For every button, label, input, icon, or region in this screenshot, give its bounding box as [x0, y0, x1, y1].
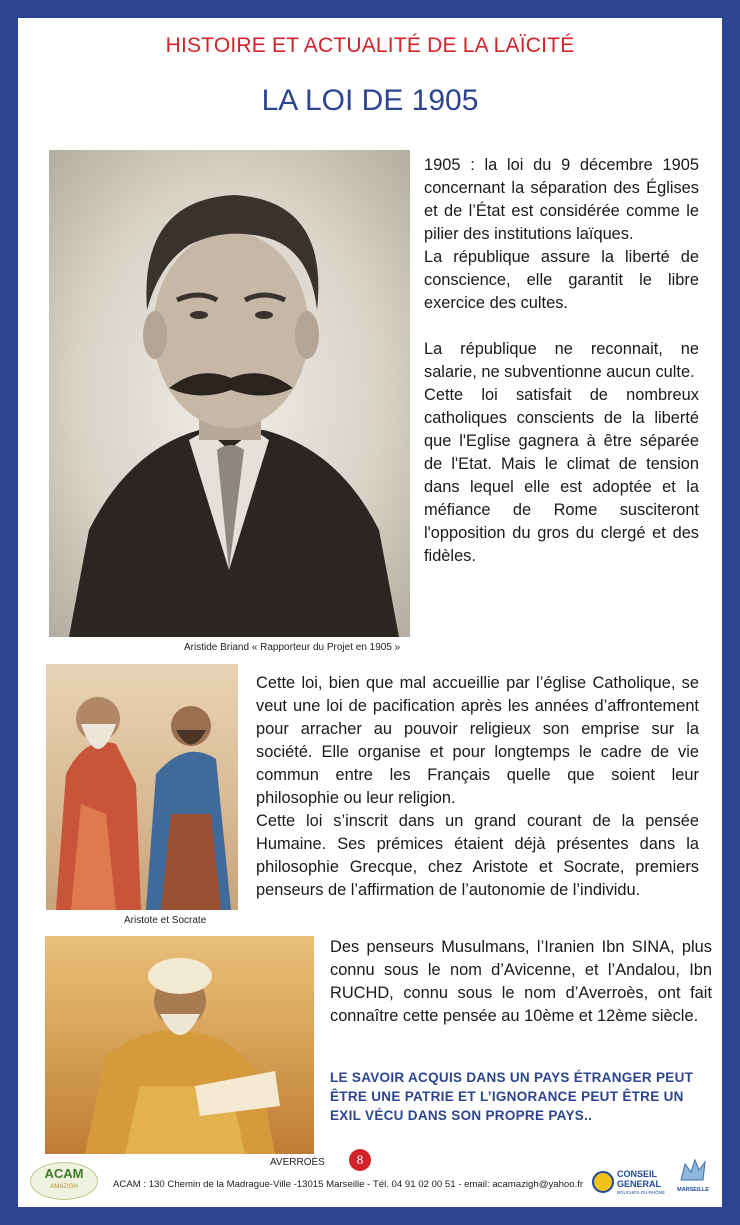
series-title: HISTOIRE ET ACTUALITÉ DE LA LAÏCITÉ — [165, 34, 575, 57]
averroes-illustration — [45, 936, 314, 1154]
section2-paragraph: Cette loi s’inscrit dans un grand courant de la pensée Humaine. Ses prémices étaient déjà présentes dans la philosophie Grecque, chez Aristote et Socrate, premiers penseurs de l’affirmation de l’autonomie de l’individu. — [256, 812, 699, 899]
section2-paragraph: Cette loi, bien que mal accueillie par l’église Catholique, se veut une loi de pacification après les années d’affrontement pour arracher au pouvoir religieux son emprise sur la société. Elle organise et pour longtemps le cadre de vie commun entre les Français quelle que soient leur philosophie ou leur religion. — [256, 674, 699, 807]
cg-logo-line2: GENERAL — [617, 1179, 662, 1189]
portrait-illustration — [49, 150, 410, 637]
cg-logo-line1: CONSEIL — [617, 1169, 658, 1179]
marseille-logo-text: MARSEILLE — [677, 1187, 709, 1193]
quote-text: LE SAVOIR ACQUIS DANS UN PAYS ÉTRANGER PEUT ÊTRE UNE PATRIE ET L’IGNORANCE PEUT ÊTRE UN EXIL VÉCU DANS SON PROPRE PAYS.. — [330, 1070, 694, 1123]
footer-address: ACAM : 130 Chemin de la Madrague-Ville -13015 Marseille - Tél. 04 91 02 00 51 - email: acamazigh@yahoo.fr — [113, 1179, 584, 1190]
poster-sheet — [18, 18, 722, 1207]
section1-paragraph: 1905 : la loi du 9 décembre 1905 concernant la séparation des Églises et de l’État est considérée comme le pilier des institutions laïques. — [424, 156, 699, 243]
section3-text — [330, 936, 712, 1028]
averroes-fresco — [45, 936, 314, 1154]
averroes-caption: AVERROÈS — [270, 1157, 325, 1168]
section1-paragraph: La république ne reconnait, ne salarie, ne subventionne aucun culte. — [424, 340, 699, 381]
marseille-logo-icon — [679, 1158, 707, 1182]
cg-logo-line3: BOUCHES-DU-RHÔNE — [617, 1190, 666, 1195]
section1-paragraph: La république assure la liberté de conscience, elle garantit le libre exercice des cultes. — [424, 248, 699, 312]
acam-logo-subtext: AMAZIGH — [50, 1184, 78, 1190]
section2-text — [256, 672, 699, 902]
section1-text — [424, 154, 699, 568]
acam-logo — [30, 1162, 98, 1200]
marseille-logo — [673, 1158, 713, 1200]
page-title: LA LOI DE 1905 — [261, 84, 479, 117]
briand-caption: Aristide Briand « Rapporteur du Projet en 1905 » — [184, 642, 401, 653]
aristotle-socrates-caption: Aristote et Socrate — [124, 915, 207, 926]
aristotle-socrates-fresco — [46, 664, 238, 910]
briand-portrait-photo — [49, 150, 410, 637]
fresco-illustration — [46, 664, 238, 910]
section1-paragraph: Cette loi satisfait de nombreux catholiques conscients de la liberté que l'Eglise gagnera à être séparée de l'Etat. Mais le climat de tension dans lequel elle est adoptée et la méfiance de Rome susciteront l'opposition du gros du clergé et des fidèles. — [424, 386, 699, 565]
cg-logo-mark — [592, 1171, 614, 1193]
conseil-general-logo — [592, 1169, 670, 1197]
page-number: 8 — [349, 1149, 371, 1171]
section3-paragraph: Des penseurs Musulmans, l’Iranien Ibn SINA, plus connu sous le nom d’Avicenne, et l’Andalou, Ibn RUCHD, connu sous le nom d’Averroès, ont fait connaître cette pensée au 10ème et 12ème siècle. — [330, 938, 712, 1025]
acam-logo-text: ACAM — [44, 1166, 84, 1181]
